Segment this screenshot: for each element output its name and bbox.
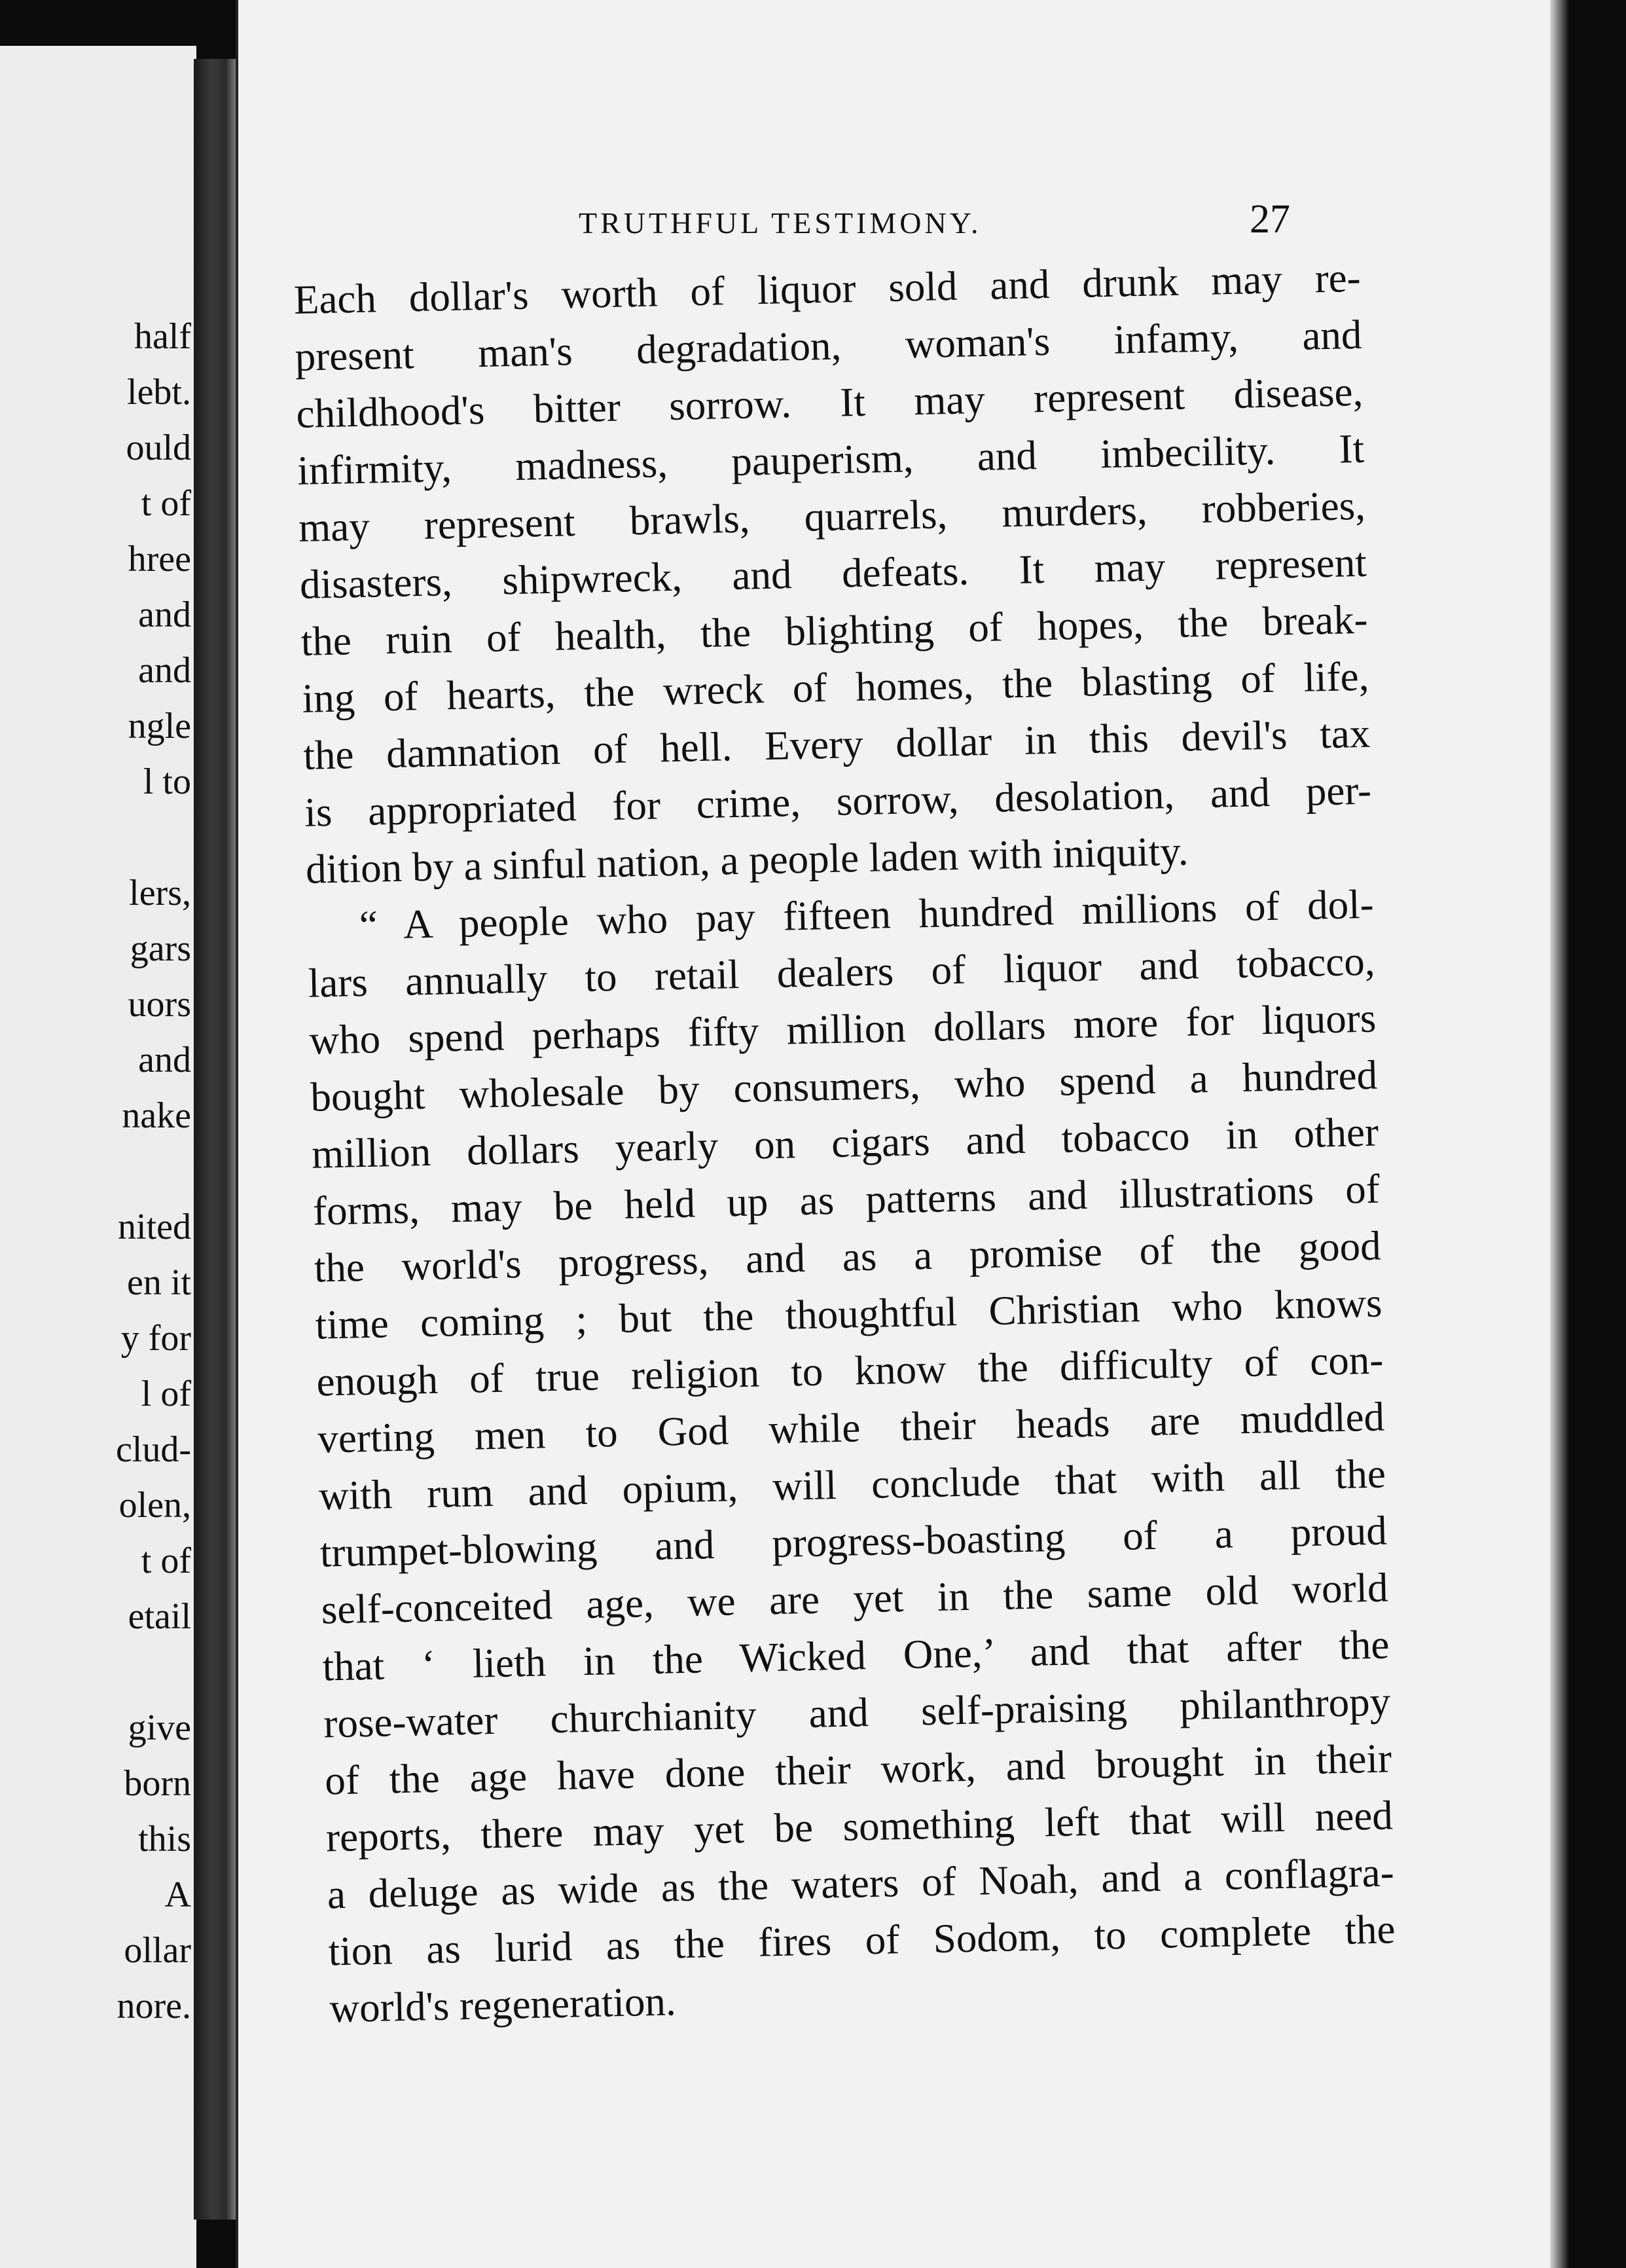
text-line: disasters, shipwreck, and defeats. It may represent [299,539,1367,608]
left-fragment: born [124,1763,191,1804]
text-line: tion as lurid as the fires of Sodom, to complete the [328,1906,1396,1975]
body-text [293,249,1397,2038]
text-line: infirmity, madness, pauperism, and imbecility. It [297,425,1365,494]
text-line: dition by a sinful nation, a people laden with iniquity. [305,828,1189,892]
text-line: lars annually to retail dealers of liquor and tobacco, [308,938,1376,1006]
left-fragment: ollar [124,1930,191,1971]
text-line: “ A people who pay fifteen hundred millions of dol- [359,881,1375,949]
left-fragment: lers, [129,873,191,913]
left-fragment: nake [122,1095,191,1136]
left-fragment: half [134,316,191,357]
text-line: enough of true religion to know the difficulty of con- [316,1336,1384,1405]
left-fragment: this [138,1819,191,1859]
text-line: a deluge as wide as the waters of Noah, and a conflagra- [327,1849,1395,1918]
left-fragment: ould [126,428,191,468]
facing-page-left [0,46,196,2268]
text-line: with rum and opium, will conclude that with all the [318,1450,1386,1519]
left-fragment: give [128,1708,191,1748]
left-fragment: lebt. [127,372,191,412]
text-line: verting men to God while their heads are muddled [317,1393,1385,1462]
text-line: the world's progress, and as a promise of the good [314,1222,1382,1291]
text-line: million dollars yearly on cigars and tobacco in other [311,1108,1379,1177]
left-fragment: y for [120,1318,191,1359]
left-fragment: hree [128,539,191,579]
left-fragment: ngle [128,706,191,746]
text-line: ing of hearts, the wreck of homes, the blasting of life, [301,653,1370,722]
text-line: of the age have done their work, and brought in their [324,1735,1392,1804]
paragraph-gap [116,1144,191,1199]
text-line: rose-water churchianity and self-praising philanthropy [323,1678,1391,1747]
left-fragment: nore. [117,1986,191,2026]
text-line: may represent brawls, quarrels, murders, robberies, [298,482,1366,551]
left-fragment: l to [143,761,191,802]
paragraph-gap [116,810,191,866]
left-fragment: olen, [118,1485,191,1526]
left-fragment: A [164,1875,191,1915]
left-fragment: and [138,1040,191,1080]
text-line: bought wholesale by consumers, who spend a hundred [310,1052,1378,1120]
text-line: childhood's bitter sorrow. It may represent disease, [295,368,1364,437]
text-line: present man's degradation, woman's infamy, and [294,311,1363,380]
text-line: self-conceited age, we are yet in the same old world [321,1564,1389,1633]
text-line: world's regeneration. [329,1978,677,2032]
text-line: forms, may be held up as patterns and illustrations of [312,1165,1381,1234]
paragraph-gap [116,1645,191,1700]
left-fragment: etail [128,1596,191,1637]
left-fragment: and [138,650,191,691]
text-line: time coming ; but the thoughtful Christian who knows [314,1279,1383,1348]
left-fragment: nited [118,1207,191,1247]
left-fragment: and [138,594,191,635]
text-line: Each dollar's worth of liquor sold and drunk may re- [293,254,1362,323]
running-title: TRUTHFUL TESTIMONY. [579,206,982,240]
text-line: who spend perhaps fifty million dollars more for liquors [308,995,1377,1063]
text-line: is appropriated for crime, sorrow, desolation, and per- [304,767,1372,835]
text-line: the ruin of health, the blighting of hopes, the break- [300,596,1369,665]
left-fragment: uors [128,984,191,1025]
text-line: reports, there may yet be something left that will need [325,1792,1394,1861]
left-page-text-fragments [116,309,191,2034]
left-fragment: en it [127,1262,191,1303]
left-fragment: l of [141,1374,191,1414]
left-fragment: clud- [115,1429,191,1470]
left-fragment: gars [130,928,191,969]
text-line: that ‘ lieth in the Wicked One,’ and that after the [321,1621,1390,1690]
text-line: the damnation of hell. Every dollar in this devil's tax [302,710,1371,778]
page-number: 27 [1250,197,1290,242]
text-line: trumpet-blowing and progress-boasting of a proud [319,1507,1388,1576]
left-fragment: t of [141,483,191,524]
running-header [238,196,1469,249]
left-fragment: t of [141,1541,191,1581]
page-right [236,0,1555,2268]
book-gutter-shadow [194,59,240,2220]
